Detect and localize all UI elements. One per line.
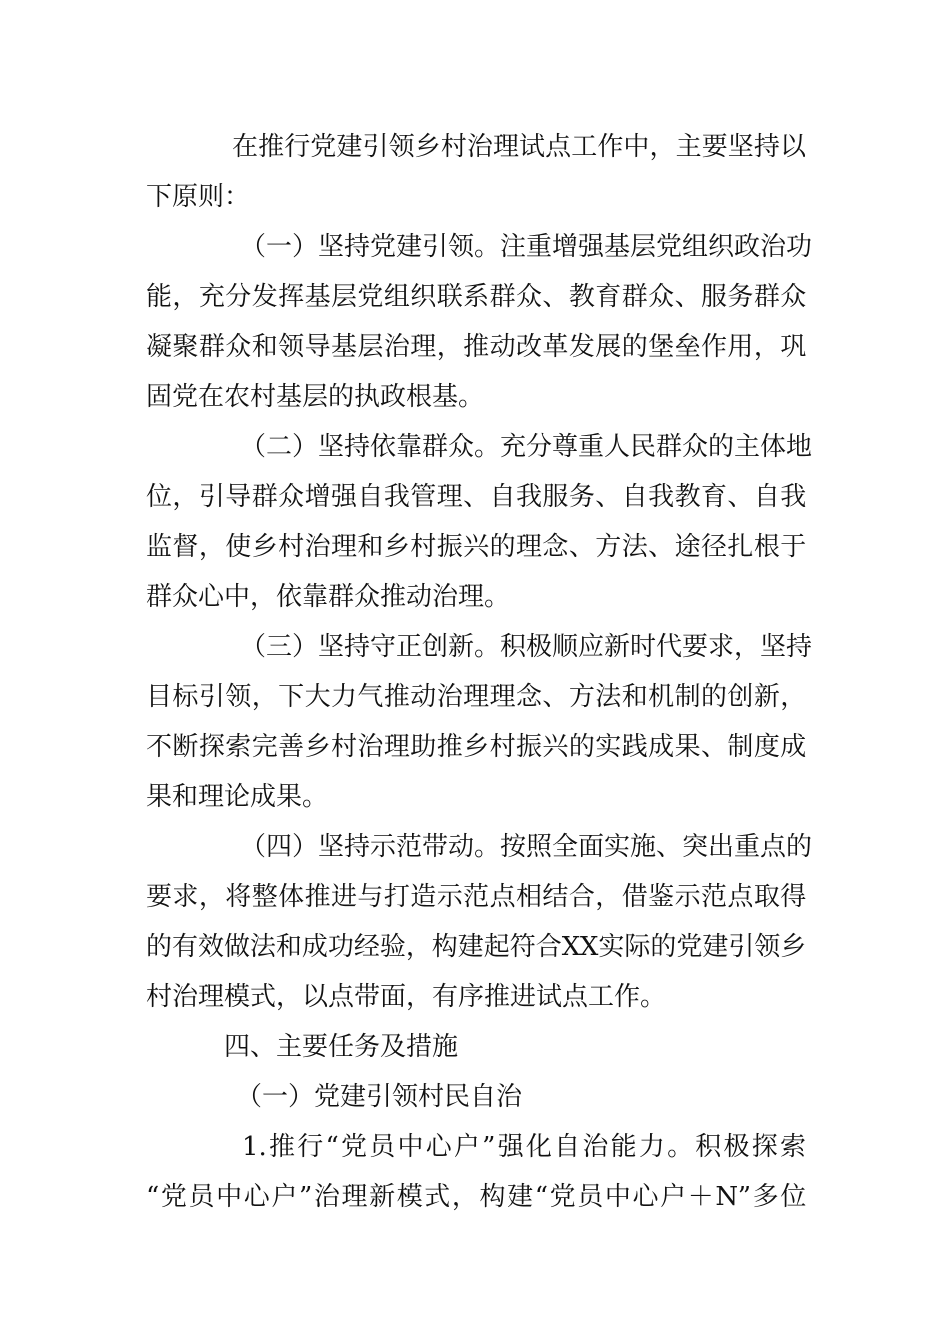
paragraph-line: “党员中心户”治理新模式，构建“党员中心户＋N”多位 (146, 1182, 806, 1212)
document-body (146, 122, 813, 1222)
paragraph-line: 凝聚群众和领导基层治理，推动改革发展的堡垒作用，巩 (146, 332, 806, 362)
paragraph-line: 固党在农村基层的执政根基。 (146, 382, 485, 412)
paragraph-line: 群众心中，依靠群众推动治理。 (146, 582, 511, 612)
paragraph-line: （四）坚持示范带动。按照全面实施、突出重点的 (240, 832, 813, 862)
paragraph-line: （二）坚持依靠群众。充分尊重人民群众的主体地 (240, 432, 813, 462)
paragraph-line: 1.推行“党员中心户”强化自治能力。积极探索 (242, 1132, 806, 1162)
paragraph-line: 在推行党建引领乡村治理试点工作中，主要坚持以 (232, 132, 806, 162)
paragraph-line: 下原则： (146, 182, 251, 212)
paragraph-line: 村治理模式，以点带面，有序推进试点工作。 (146, 982, 667, 1012)
paragraph-line: （一）坚持党建引领。注重增强基层党组织政治功 (240, 232, 813, 262)
section-heading: 四、主要任务及措施 (224, 1032, 459, 1062)
paragraph-line: 监督，使乡村治理和乡村振兴的理念、方法、途径扎根于 (146, 532, 806, 562)
paragraph-line: （三）坚持守正创新。积极顺应新时代要求，坚持 (240, 632, 813, 662)
paragraph-line: 果和理论成果。 (146, 782, 329, 812)
paragraph-line: 要求，将整体推进与打造示范点相结合，借鉴示范点取得 (146, 882, 806, 912)
paragraph-line: 不断探索完善乡村治理助推乡村振兴的实践成果、制度成 (146, 732, 806, 762)
paragraph-line: 目标引领，下大力气推动治理理念、方法和机制的创新， (146, 682, 806, 712)
paragraph-line: 的有效做法和成功经验，构建起符合XX实际的党建引领乡 (146, 932, 806, 962)
subsection-heading: （一）党建引领村民自治 (236, 1082, 523, 1112)
paragraph-line: 能，充分发挥基层党组织联系群众、教育群众、服务群众 (146, 282, 806, 312)
paragraph-line: 位，引导群众增强自我管理、自我服务、自我教育、自我 (146, 482, 806, 512)
